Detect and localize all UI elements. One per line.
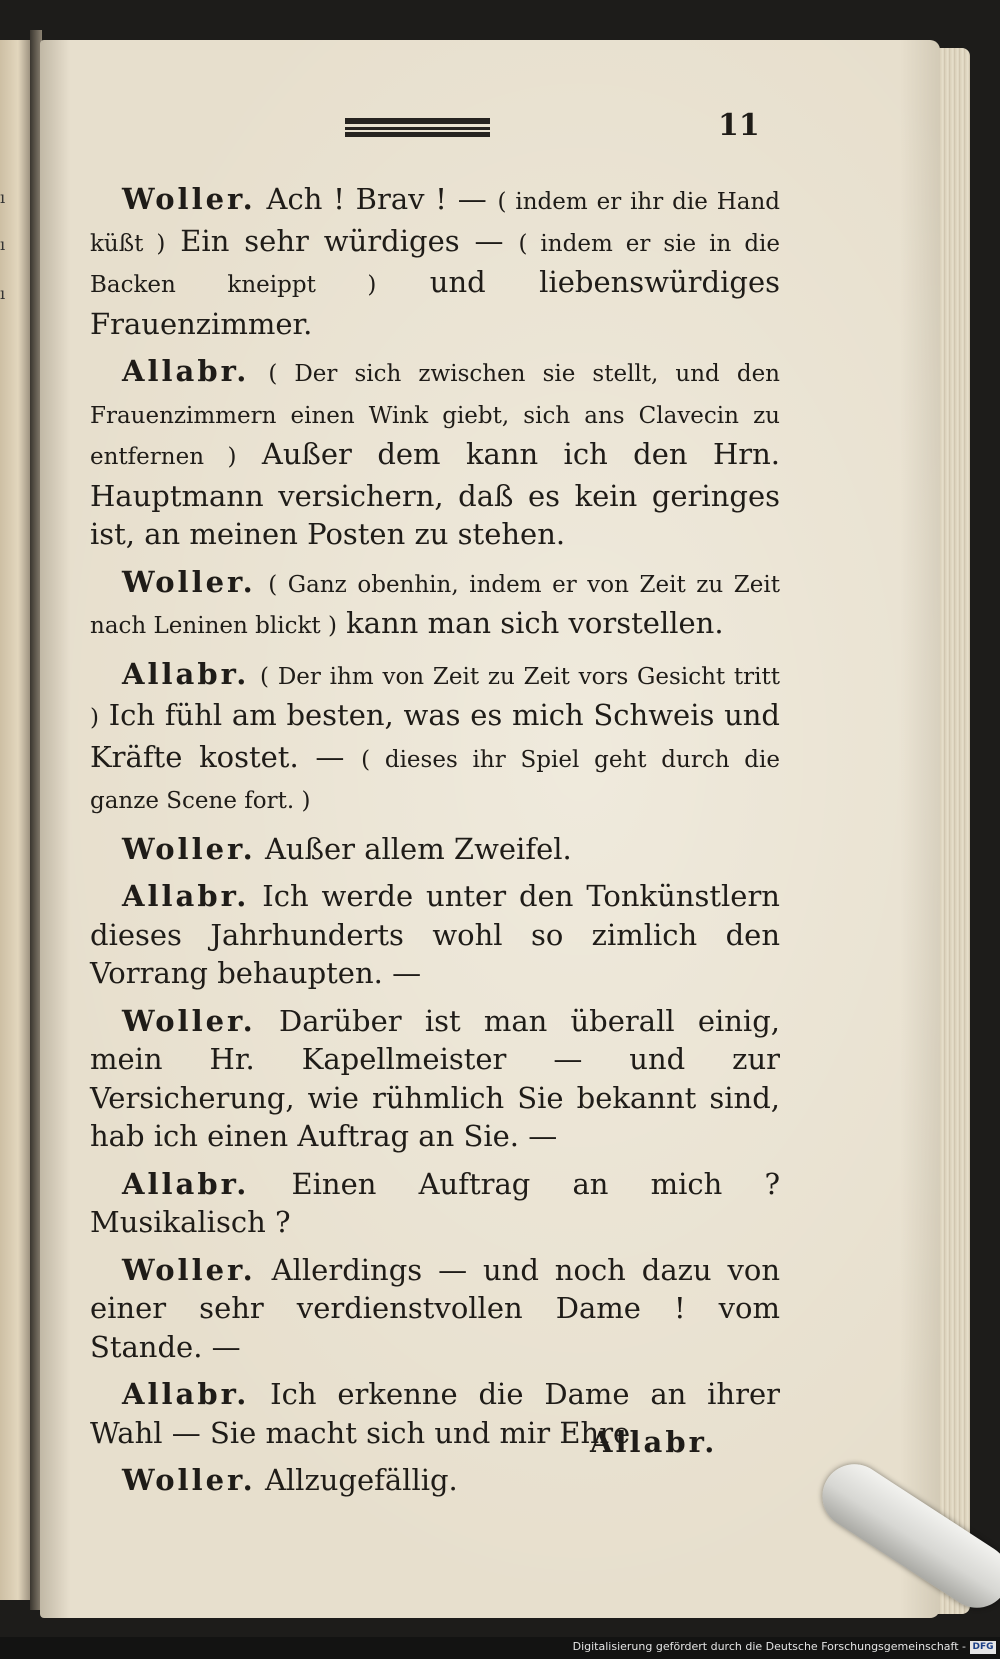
speaker-name: Allabr.	[122, 656, 250, 691]
speaker-name: Woller.	[122, 564, 256, 599]
stage-direction: ( Der sich zwischen sie stellt, und den Frauenzimmern einen Wink giebt, sich ans Clavecin zu entfernen )	[90, 361, 780, 470]
stage-direction: ( indem er ihr die Hand küßt )	[90, 189, 781, 257]
catchword: Allabr.	[590, 1425, 718, 1459]
spoken-line: Einen Auftrag an mich ? Musikalisch ?	[90, 1166, 780, 1239]
speaker-name: Allabr.	[122, 1166, 250, 1201]
speaker-name: Allabr.	[122, 879, 250, 913]
dialogue-paragraph	[90, 563, 780, 646]
spoken-line: Ich werde unter den Tonkünstlern dieses Jahrhunderts wohl so zimlich den Vorrang behaupten. —	[90, 879, 780, 990]
stage-direction: ( Der ihm von Zeit zu Zeit vors Gesicht tritt )	[90, 663, 781, 731]
dialogue-paragraph	[90, 655, 780, 821]
speaker-name: Woller.	[122, 1003, 256, 1038]
speaker-name: Allabr.	[122, 354, 250, 388]
speaker-name: Woller.	[122, 182, 256, 216]
spoken-line: Darüber ist man überall einig, mein Hr. Kapellmeister — und zur Versicherung, wie rühmlich Sie bekannt sind, hab ich einen Auftrag an Sie. —	[90, 1003, 780, 1153]
page-text	[90, 180, 780, 1509]
funding-credit: Digitalisierung gefördert durch die Deutsche Forschungsgemeinschaft -	[572, 1640, 966, 1653]
spoken-line: Ich fühl am besten, was es mich Schweis und Kräfte kostet. —	[90, 698, 780, 774]
stage-direction: ( indem er sie in die Backen kneippt )	[90, 230, 781, 298]
left-page-mark: ı	[0, 284, 6, 303]
spoken-line: Allerdings — und noch dazu von einer sehr verdienstvollen Dame ! vom Stande. —	[90, 1252, 781, 1364]
spoken-line: Ach ! Brav ! —	[266, 182, 498, 216]
spoken-line: Außer allem Zweifel.	[264, 831, 572, 866]
dialogue-paragraph	[90, 877, 780, 993]
dialogue-paragraph	[90, 1002, 780, 1156]
left-page-mark: ı	[0, 235, 6, 254]
left-page-edge	[0, 40, 30, 1600]
dialogue-paragraph	[90, 1165, 780, 1242]
dfg-logo-icon: DFG	[970, 1641, 996, 1654]
speaker-name: Woller.	[122, 1463, 256, 1497]
dialogue-paragraph	[90, 1461, 780, 1500]
dialogue-paragraph	[90, 352, 780, 554]
spoken-line: Allzugefällig.	[264, 1463, 458, 1497]
header-ornament-rule	[345, 118, 490, 137]
digitization-footer	[0, 1637, 1000, 1659]
spoken-line: und liebenswürdiges Frauenzimmer.	[90, 265, 780, 341]
spoken-line: Außer dem kann ich den Hrn. Hauptmann versichern, daß es kein geringes ist, an meinen Posten zu stehen.	[90, 437, 780, 551]
spoken-line: kann man sich vorstellen.	[336, 606, 724, 640]
page-number: 11	[718, 108, 760, 143]
spoken-line: Ein sehr würdiges —	[165, 223, 519, 258]
dialogue-paragraph	[90, 1251, 780, 1367]
speaker-name: Woller.	[122, 1252, 256, 1287]
left-page-mark: ı	[0, 188, 6, 207]
stage-direction: ( dieses ihr Spiel geht durch die ganze Scene fort. )	[90, 746, 780, 814]
dialogue-paragraph	[90, 180, 780, 343]
dialogue-paragraph	[90, 830, 780, 869]
spoken-line: Ich erkenne die Dame an ihrer Wahl — Sie macht sich und mir Ehre.	[90, 1377, 780, 1450]
stage-direction: ( Ganz obenhin, indem er von Zeit zu Zeit nach Leninen blickt )	[90, 571, 780, 639]
speaker-name: Allabr.	[122, 1377, 250, 1411]
speaker-name: Woller.	[122, 831, 256, 866]
